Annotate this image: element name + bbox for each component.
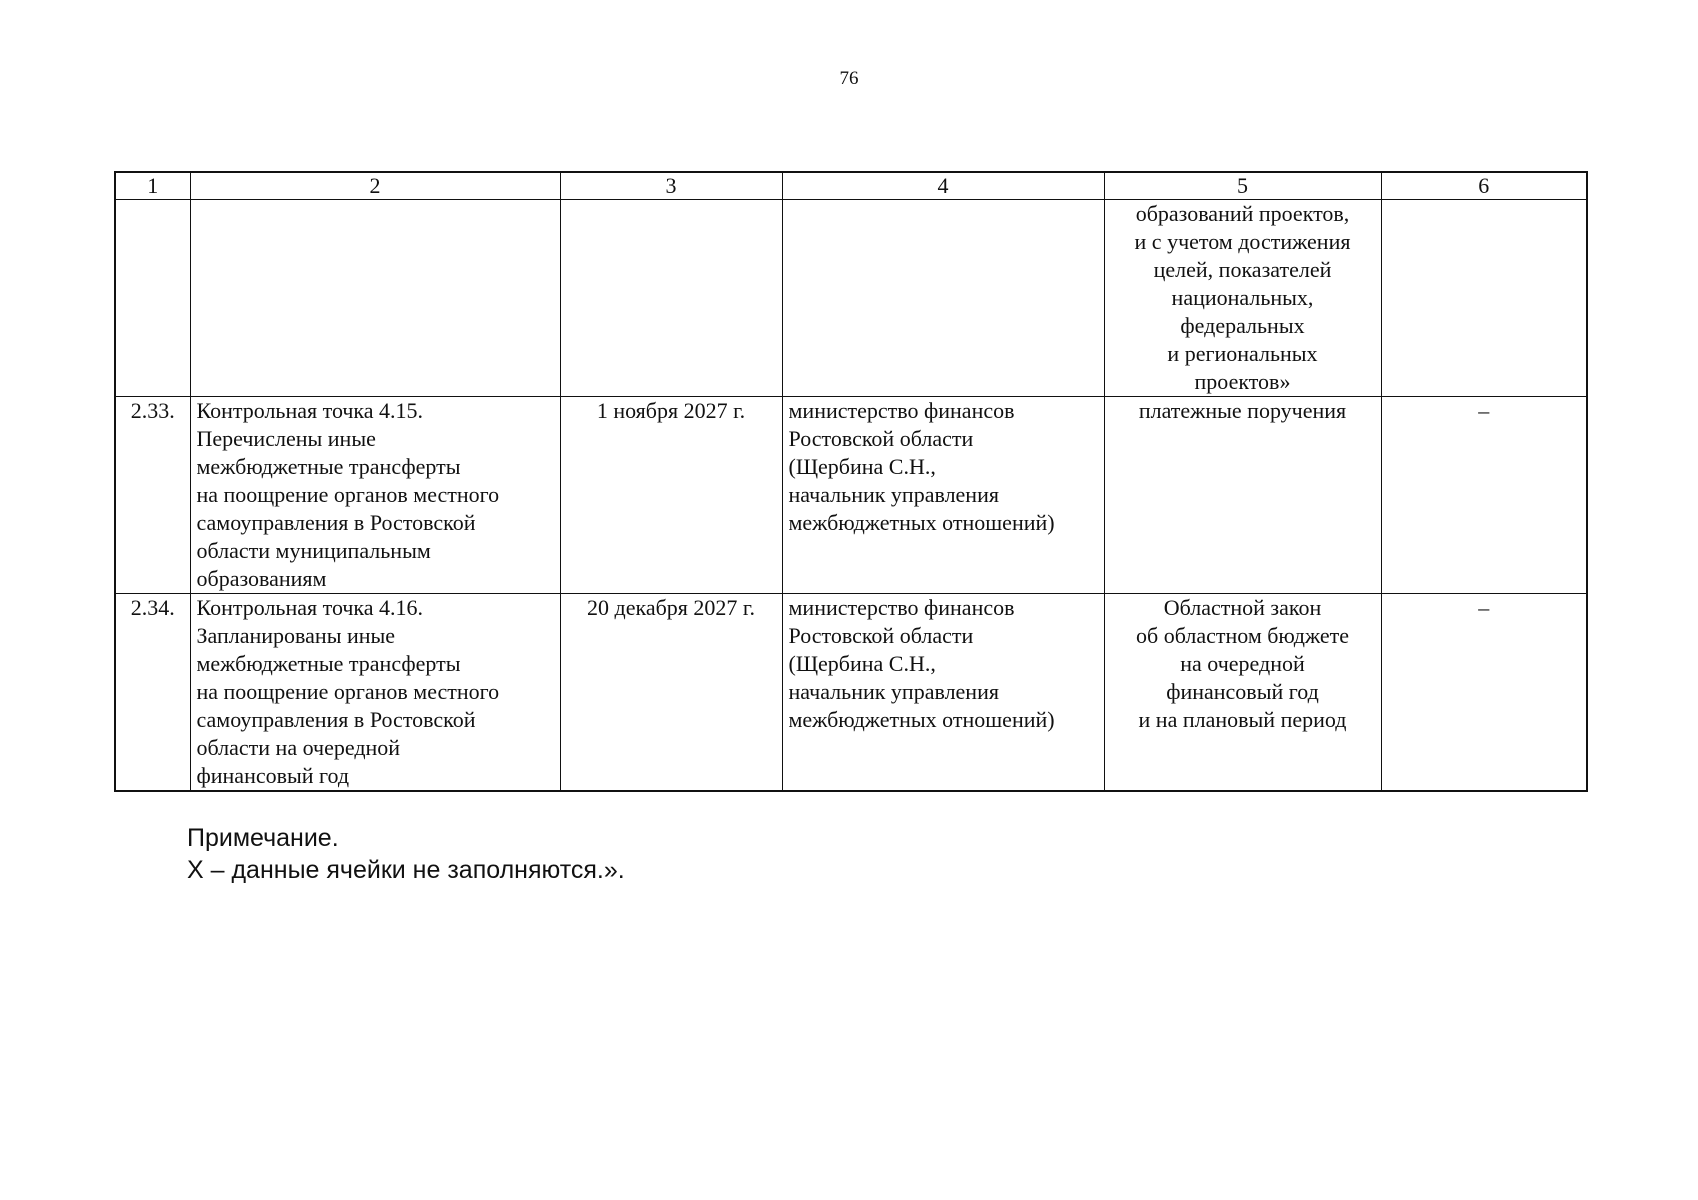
cell-date xyxy=(560,200,782,397)
cell-responsible: министерство финансов Ростовской области (Щербина С.Н., начальник управления межбюджетных отношений) xyxy=(782,594,1104,792)
footnote xyxy=(187,822,625,886)
cell-document: образований проектов, и с учетом достижения целей, показателей национальных, федеральных и региональных проектов» xyxy=(1104,200,1381,397)
column-header-6: 6 xyxy=(1381,172,1587,200)
cell-description: Контрольная точка 4.16. Запланированы иные межбюджетные трансферты на поощрение органов местного самоуправления в Ростовской области на очередной финансовый год xyxy=(190,594,560,792)
column-header-3: 3 xyxy=(560,172,782,200)
cell-description: Контрольная точка 4.15. Перечислены иные межбюджетные трансферты на поощрение органов местного самоуправления в Ростовской области муниципальным образованиям xyxy=(190,397,560,594)
cell-document: Областной закон об областном бюджете на очередной финансовый год и на плановый период xyxy=(1104,594,1381,792)
cell-document: платежные поручения xyxy=(1104,397,1381,594)
table-row xyxy=(115,397,1587,594)
cell-col6: – xyxy=(1381,594,1587,792)
footnote-title: Примечание. xyxy=(187,824,339,852)
table-header-row xyxy=(115,172,1587,200)
footnote-text: Х – данные ячейки не заполняются.». xyxy=(187,856,625,884)
table-row-continuation xyxy=(115,200,1587,397)
cell-number xyxy=(115,200,190,397)
table-row xyxy=(115,594,1587,792)
cell-col6 xyxy=(1381,200,1587,397)
cell-responsible: министерство финансов Ростовской области (Щербина С.Н., начальник управления межбюджетных отношений) xyxy=(782,397,1104,594)
cell-col6: – xyxy=(1381,397,1587,594)
control-points-table xyxy=(114,171,1588,792)
cell-responsible xyxy=(782,200,1104,397)
column-header-1: 1 xyxy=(115,172,190,200)
cell-date: 1 ноября 2027 г. xyxy=(560,397,782,594)
column-header-2: 2 xyxy=(190,172,560,200)
cell-number: 2.34. xyxy=(115,594,190,792)
cell-date: 20 декабря 2027 г. xyxy=(560,594,782,792)
cell-description xyxy=(190,200,560,397)
page-number: 76 xyxy=(839,68,859,89)
column-header-4: 4 xyxy=(782,172,1104,200)
cell-number: 2.33. xyxy=(115,397,190,594)
column-header-5: 5 xyxy=(1104,172,1381,200)
